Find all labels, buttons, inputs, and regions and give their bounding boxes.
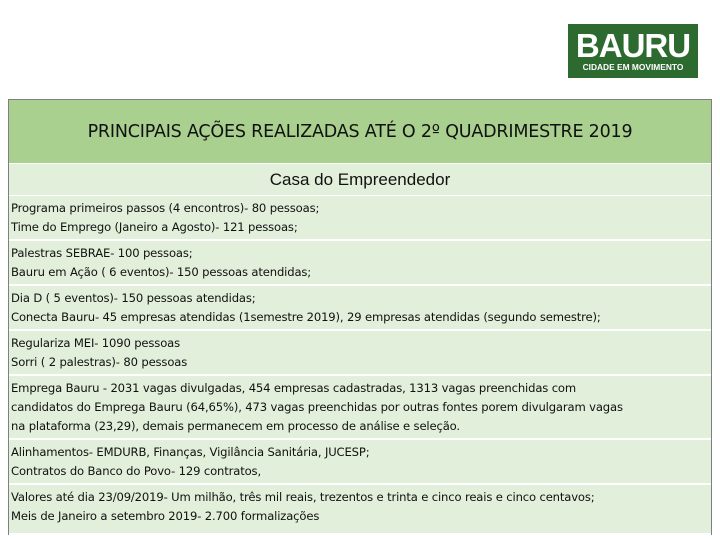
logo-tagline: CIDADE EM MOVIMENTO [582, 62, 684, 72]
row-line: Palestras SEBRAE- 100 pessoas; [11, 246, 193, 260]
row-line: Sorri ( 2 palestras)- 80 pessoas [11, 355, 188, 369]
row-line: Alinhamentos- EMDURB, Finanças, Vigilância Sanitária, JUCESP; [11, 445, 370, 459]
table-row [9, 331, 711, 376]
row-line: Bauru em Ação ( 6 eventos)- 150 pessoas atendidas; [11, 265, 312, 279]
table-subtitle-row [9, 164, 711, 196]
row-line: Emprega Bauru - 2031 vagas divulgadas, 454 empresas cadastradas, 1313 vagas preenchidas com [11, 381, 577, 395]
row-line: na plataforma (23,29), demais permanecem em processo de análise e seleção. [11, 419, 460, 433]
bauru-logo [568, 24, 698, 78]
row-line: Meis de Janeiro a setembro 2019- 2.700 formalizações [11, 509, 320, 523]
table-row [9, 196, 711, 241]
table-title-row [9, 99, 711, 164]
row-line: Contratos do Banco do Povo- 129 contratos, [11, 464, 261, 478]
row-line: Dia D ( 5 eventos)- 150 pessoas atendidas; [11, 291, 256, 305]
table-row [9, 241, 711, 286]
row-line: Valores até dia 23/09/2019- Um milhão, três mil reais, trezentos e trinta e cinco reais e cinco centavos; [11, 490, 595, 504]
row-line: Conecta Bauru- 45 empresas atendidas (1semestre 2019), 29 empresas atendidas (segundo semestre); [11, 310, 601, 324]
table-row [9, 286, 711, 331]
table-row [9, 376, 711, 440]
row-line: Regulariza MEI- 1090 pessoas [11, 336, 180, 350]
table-subtitle: Casa do Empreendedor [269, 169, 451, 189]
row-line: Time do Emprego (Janeiro a Agosto)- 121 pessoas; [11, 220, 298, 234]
row-line: candidatos do Emprega Bauru (64,65%), 473 vagas preenchidas por outras fontes porem divulgaram vagas [11, 400, 623, 414]
logo-wordmark: BAURU [575, 27, 691, 64]
row-line: Programa primeiros passos (4 encontros)- 80 pessoas; [11, 201, 320, 215]
table-title: PRINCIPAIS AÇÕES REALIZADAS ATÉ O 2º QUADRIMESTRE 2019 [87, 121, 633, 142]
table-row [9, 440, 711, 485]
actions-table [8, 99, 712, 535]
table-row [9, 485, 711, 535]
